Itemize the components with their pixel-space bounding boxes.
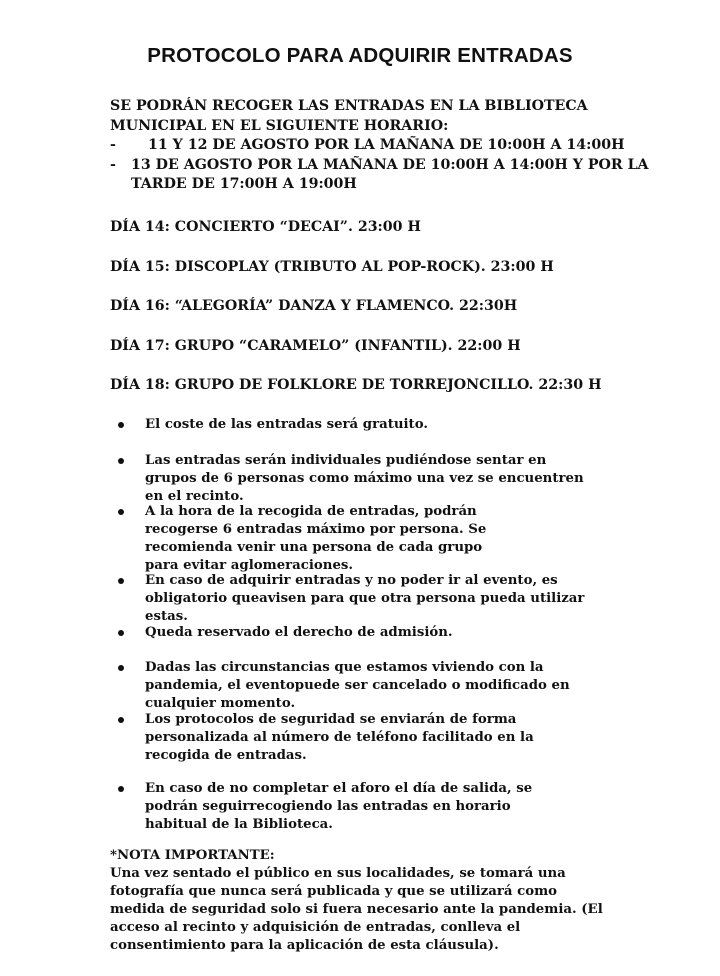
list-item: [118, 659, 588, 713]
list-item: [118, 624, 588, 642]
list-item-text: A la hora de la recogida de entradas, podrán recogerse 6 entradas máximo por persona. Se recomienda venir una persona de cada grupo para evitar aglomeraciones.: [145, 504, 487, 573]
schedule-item-text: 13 DE AGOSTO POR LA MAÑANA DE 10:00H A 14:00H Y POR LA TARDE DE 17:00H A 19:00H: [131, 156, 649, 192]
list-item: [118, 416, 588, 434]
schedule-item: [110, 156, 650, 195]
event-day: DÍA 14: CONCIERTO “DECAI”. 23:00 H: [110, 219, 421, 235]
list-item: [118, 452, 588, 506]
bullet-icon: [118, 578, 124, 584]
list-item: [118, 503, 588, 575]
event-day: DÍA 16: “ALEGORÍA” DANZA Y FLAMENCO. 22:30H: [110, 298, 518, 314]
list-item-text: Dadas las circunstancias que estamos viviendo con la pandemia, el eventopuede ser cancelado o modificado en cualquier momento.: [145, 660, 570, 711]
schedule-item-text: 11 Y 12 DE AGOSTO POR LA MAÑANA DE 10:00H A 14:00H: [148, 137, 625, 153]
bullet-icon: [118, 509, 124, 515]
dash-marker: -: [110, 156, 116, 173]
list-item: [118, 780, 588, 834]
list-item-text: El coste de las entradas será gratuito.: [145, 417, 428, 432]
pickup-schedule: [110, 136, 650, 195]
intro-text: SE PODRÁN RECOGER LAS ENTRADAS EN LA BIBLIOTECA MUNICIPAL EN EL SIGUIENTE HORARIO:: [110, 98, 588, 134]
page-title: PROTOCOLO PARA ADQUIRIR ENTRADAS: [147, 44, 573, 67]
important-note: [110, 847, 610, 955]
event-day: DÍA 18: GRUPO DE FOLKLORE DE TORREJONCILLO. 22:30 H: [110, 377, 602, 393]
bullet-icon: [118, 786, 124, 792]
bullet-icon: [118, 630, 124, 636]
schedule-item: [110, 136, 650, 156]
event-day: DÍA 17: GRUPO “CARAMELO” (INFANTIL). 22:00 H: [110, 338, 521, 354]
list-item-text: Las entradas serán individuales pudiéndose sentar en grupos de 6 personas como máximo una vez se encuentren en el recinto.: [145, 453, 584, 504]
list-item: [118, 711, 588, 765]
bullet-icon: [118, 665, 124, 671]
bullet-icon: [118, 458, 124, 464]
bullet-icon: [118, 422, 124, 428]
note-heading: *NOTA IMPORTANTE:: [110, 848, 275, 863]
list-item-text: En caso de no completar el aforo el día de salida, se podrán seguirrecogiendo las entradas en horario habitual de la Biblioteca.: [145, 781, 533, 832]
list-item-text: En caso de adquirir entradas y no poder ir al evento, es obligatorio queavisen para que otra persona pueda utilizar estas.: [145, 573, 585, 624]
dash-marker: -: [110, 137, 116, 153]
list-item: [118, 572, 588, 626]
event-day: DÍA 15: DISCOPLAY (TRIBUTO AL POP-ROCK). 23:00 H: [110, 259, 554, 275]
list-item-text: Queda reservado el derecho de admisión.: [145, 625, 453, 640]
note-text: Una vez sentado el público en sus localidades, se tomará una fotografía que nunca será publicada y que se utilizará como medida de seguridad solo si fuera necesario ante la pandemia. (El acceso al recinto y adquisición de entradas, conlleva el consentimiento para la aplicación de esta cláusula).: [110, 866, 603, 953]
bullet-icon: [118, 717, 124, 723]
list-item-text: Los protocolos de seguridad se enviarán de forma personalizada al número de teléfono facilitado en la recogida de entradas.: [145, 712, 534, 763]
